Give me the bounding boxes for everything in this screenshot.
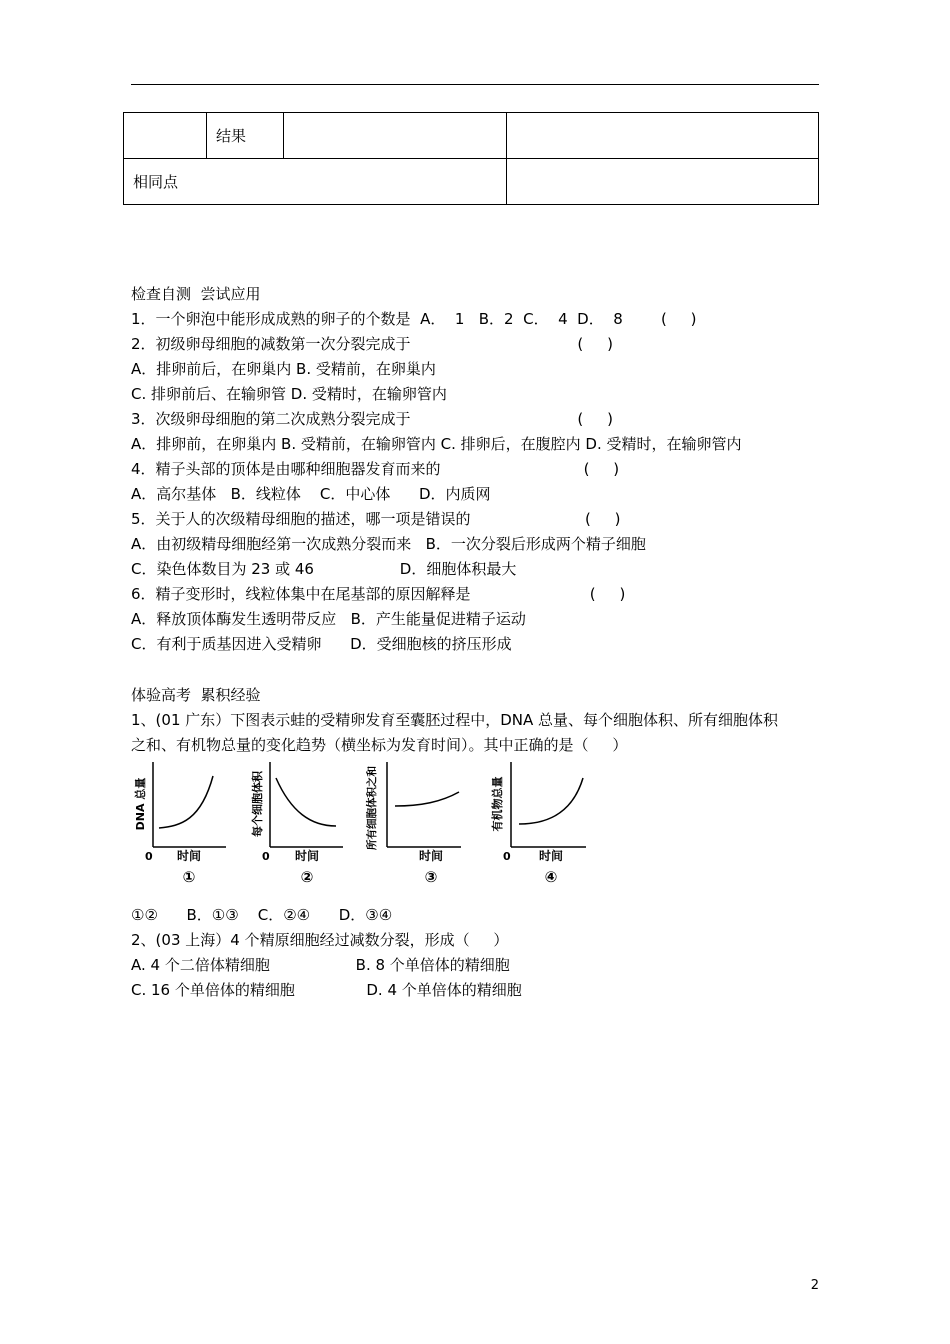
section-heading-exam: 体验高考 累积经验 — [131, 686, 261, 704]
question-line: 4．精子头部的顶体是由哪种细胞器发育而来的 ( ) — [131, 460, 620, 478]
question-line: 6．精子变形时，线粒体集中在尾基部的原因解释是 ( ) — [131, 585, 626, 603]
option-line: C．染色体数目为 23 或 46 D．细胞体积最大 — [131, 560, 517, 578]
graph-number: ③ — [424, 868, 438, 886]
option-line: A．高尔基体 B．线粒体 C．中心体 D．内质网 — [131, 485, 491, 503]
graph-origin: 0 — [503, 850, 511, 863]
comparison-table — [123, 112, 819, 205]
table-cell-empty — [124, 113, 207, 159]
graph-ylabel: 有机物总量 — [491, 776, 504, 832]
graph-3 — [365, 762, 461, 886]
question-line: 1．一个卵泡中能形成成熟的卵子的个数是 A． 1 B．2 C． 4 D． 8 ( ) — [131, 310, 697, 328]
question-line: 2、(03 上海）4 个精原细胞经过减数分裂，形成（ ） — [131, 931, 509, 949]
option-line: C．有利于质基因进入受精卵 D．受细胞核的挤压形成 — [131, 635, 512, 653]
graph-1 — [133, 762, 226, 886]
table-cell-empty — [507, 113, 819, 159]
option-line: ①② B．①③ C．②④ D．③④ — [131, 906, 393, 924]
graph-2 — [250, 762, 343, 886]
graph-xlabel: 时间 — [176, 849, 202, 863]
graph-origin: 0 — [145, 850, 153, 863]
table-cell-empty — [507, 159, 819, 205]
graph-xlabel: 时间 — [294, 849, 320, 863]
question-line: 之和、有机物总量的变化趋势（横坐标为发育时间）。其中正确的是（ ） — [131, 736, 628, 754]
table-cell-empty — [284, 113, 507, 159]
graph-number: ④ — [544, 868, 558, 886]
option-line: A. 4 个二倍体精细胞 B. 8 个单倍体的精细胞 — [131, 956, 510, 974]
question-line: 2．初级卵母细胞的减数第一次分裂完成于 ( ) — [131, 335, 613, 353]
graph-number: ② — [300, 868, 314, 886]
option-line: A．排卵前，在卵巢内 B. 受精前，在输卵管内 C. 排卵后，在腹腔内 D. 受精时，在输卵管内 — [131, 435, 742, 453]
option-line: C. 排卵前后、在输卵管 D. 受精时，在输卵管内 — [131, 385, 447, 403]
option-line: A．由初级精母细胞经第一次成熟分裂而来 B．一次分裂后形成两个精子细胞 — [131, 535, 646, 553]
graph-number: ① — [182, 868, 196, 886]
option-line: A．排卵前后，在卵巢内 B. 受精前，在卵巢内 — [131, 360, 436, 378]
graph-4 — [490, 762, 586, 886]
section-heading-self-test: 检查自测 尝试应用 — [131, 285, 261, 303]
question-line: 1、(01 广东）下图表示蛙的受精卵发育至囊胚过程中，DNA 总量、每个细胞体积、所有细胞体积 — [131, 711, 779, 729]
table-row-result — [124, 113, 819, 159]
header-rule — [131, 84, 819, 85]
question-line: 3．次级卵母细胞的第二次成熟分裂完成于 ( ) — [131, 410, 613, 428]
question-line: 5．关于人的次级精母细胞的描述，哪一项是错误的 ( ) — [131, 510, 621, 528]
graph-xlabel: 时间 — [538, 849, 564, 863]
graph-ylabel: DNA 总量 — [134, 777, 147, 831]
option-line: A．释放顶体酶发生透明带反应 B．产生能量促进精子运动 — [131, 610, 526, 628]
graph-ylabel: 所有细胞体积之和 — [366, 766, 378, 850]
table-cell-common-label: 相同点 — [124, 159, 507, 205]
table-row-common — [124, 159, 819, 205]
trend-graphs-figure — [131, 752, 593, 888]
option-line: C. 16 个单倍体的精细胞 D. 4 个单倍体的精细胞 — [131, 981, 522, 999]
graph-ylabel: 每个细胞体积 — [251, 771, 264, 837]
table-cell-result-label: 结果 — [207, 113, 284, 159]
page-number: 2 — [810, 1278, 819, 1293]
graph-origin: 0 — [262, 850, 270, 863]
graph-xlabel: 时间 — [418, 849, 444, 863]
